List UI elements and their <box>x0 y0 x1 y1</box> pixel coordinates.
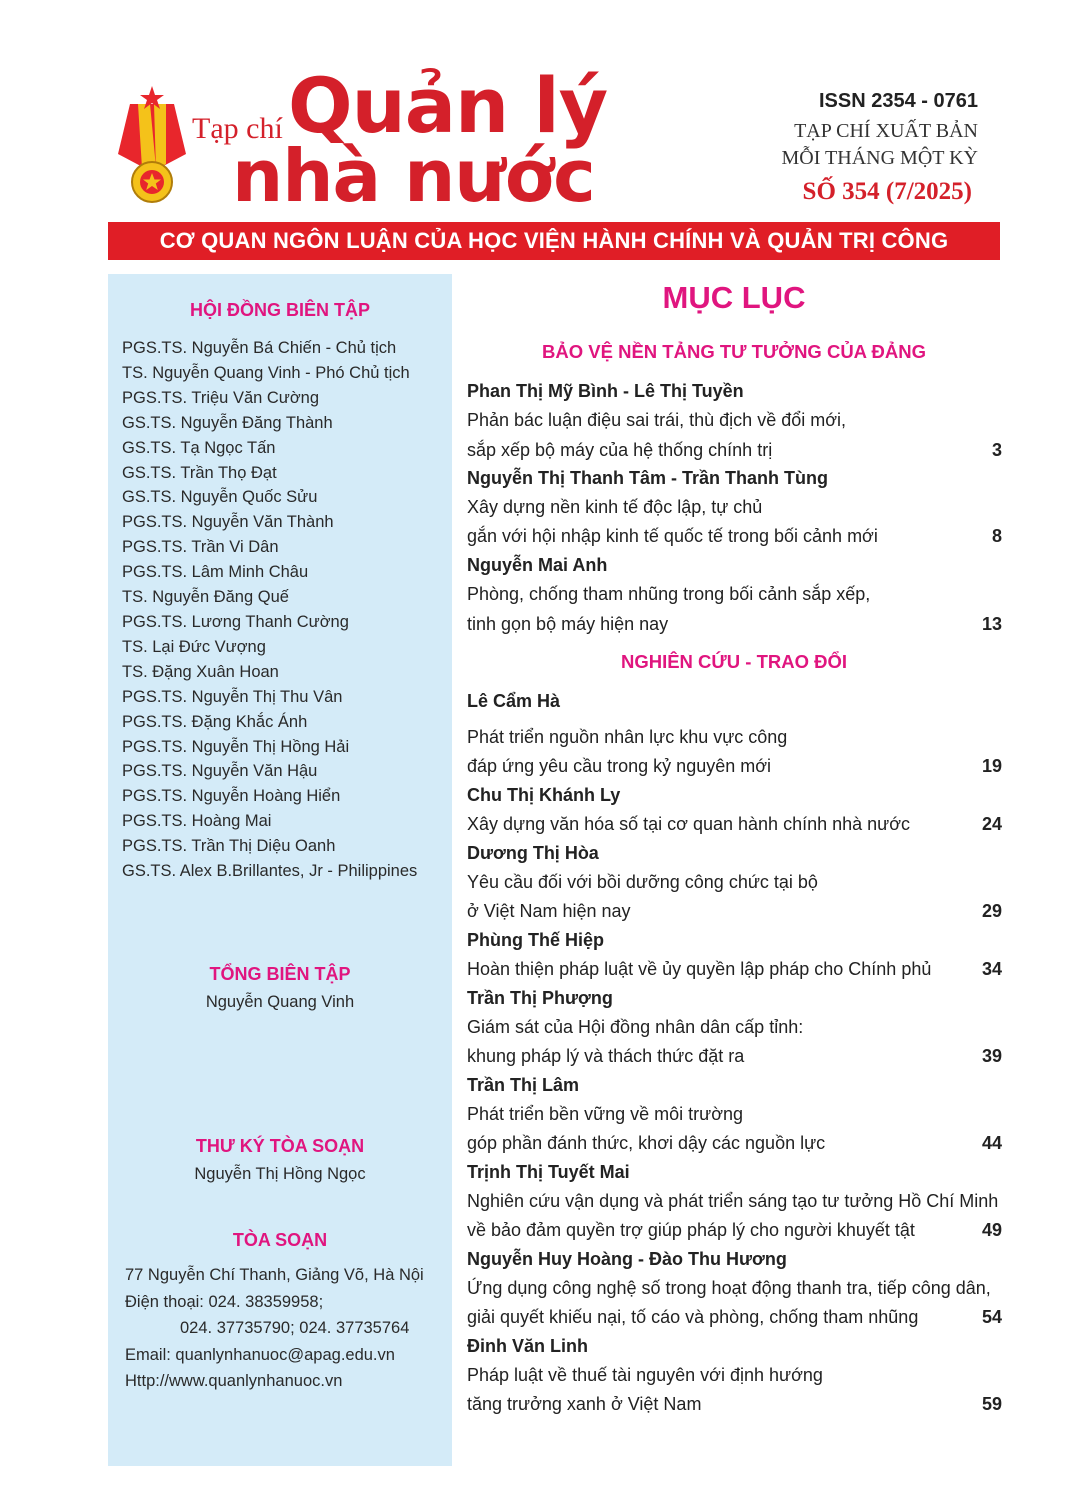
editor-in-chief-name: Nguyễn Quang Vinh <box>205 993 355 1011</box>
toc-entry-title: Phát triển nguồn nhân lực khu vực công <box>467 727 788 747</box>
toc-title: MỤC LỤC <box>662 280 806 315</box>
toc-entry-page: 44 <box>981 1133 1002 1153</box>
board-member: GS.TS. Nguyễn Quốc Sửu <box>122 488 318 507</box>
toc-entry-author: Phùng Thế Hiệp <box>467 930 604 950</box>
board-member: PGS.TS. Nguyễn Văn Thành <box>122 513 334 532</box>
board-heading: HỘI ĐỒNG BIÊN TẬP <box>189 300 370 320</box>
masthead-title-line2: nhà nước <box>232 134 595 218</box>
toc-entry-title: khung pháp lý và thách thức đặt ra <box>467 1046 745 1066</box>
toc-entry-page: 39 <box>981 1046 1002 1066</box>
toc-entry-title: Xây dựng văn hóa số tại cơ quan hành chính nhà nước <box>467 814 911 834</box>
secretary-name: Nguyễn Thị Hồng Ngọc <box>194 1165 366 1183</box>
office-email: Email: quanlynhanuoc@apag.edu.vn <box>125 1345 395 1364</box>
toc-entry-author: Nguyễn Mai Anh <box>467 555 608 575</box>
toc-entry-title: gắn với hội nhập kinh tế quốc tế trong bối cảnh mới <box>467 526 878 546</box>
board-member: PGS.TS. Nguyễn Thị Hồng Hải <box>122 737 350 756</box>
toc-entry-title: Yêu cầu đối với bồi dưỡng công chức tại bộ <box>467 872 818 892</box>
masthead-title-line1: Quản lý <box>288 61 608 150</box>
toc-entry-author: Trần Thị Lâm <box>467 1075 580 1095</box>
board-member: PGS.TS. Lương Thanh Cường <box>122 612 349 631</box>
office-address: 77 Nguyễn Chí Thanh, Giảng Võ, Hà Nội <box>125 1266 424 1284</box>
board-member: PGS.TS. Triệu Văn Cường <box>122 388 320 407</box>
toc-entry-author: Nguyễn Huy Hoàng - Đào Thu Hương <box>467 1249 787 1269</box>
office-phone: Điện thoại: 024. 38359958; <box>125 1292 324 1311</box>
secretary-heading: THƯ KÝ TÒA SOẠN <box>195 1136 365 1156</box>
toc-entry-author: Chu Thị Khánh Ly <box>467 785 621 805</box>
toc-entry-title: đáp ứng yêu cầu trong kỷ nguyên mới <box>467 756 772 776</box>
toc-entry-page: 24 <box>981 814 1002 834</box>
toc-entry-title: Ứng dụng công nghệ số trong hoạt động thanh tra, tiếp công dân, <box>467 1278 991 1298</box>
board-member: GS.TS. Tạ Ngọc Tấn <box>122 438 276 457</box>
toc-entry-title: Xây dựng nền kinh tế độc lập, tự chủ <box>467 497 763 517</box>
toc-entry-author: Đinh Văn Linh <box>467 1336 588 1356</box>
toc-entry-author: Dương Thị Hòa <box>467 843 599 863</box>
toc-entry-title: Hoàn thiện pháp luật về ủy quyền lập pháp cho Chính phủ <box>467 959 932 979</box>
toc-entry-title: Phòng, chống tham nhũng trong bối cảnh sắp xếp, <box>467 584 871 604</box>
editor-in-chief-heading: TỔNG BIÊN TẬP <box>209 964 351 984</box>
toc-entry-author: Trần Thị Phượng <box>467 988 613 1008</box>
toc-entry-title: Nghiên cứu vận dụng và phát triển sáng tạo tư tưởng Hồ Chí Minh <box>467 1191 999 1211</box>
board-member: TS. Nguyễn Quang Vinh - Phó Chủ tịch <box>122 363 410 382</box>
toc-entry-title: giải quyết khiếu nại, tố cáo và phòng, chống tham nhũng <box>467 1307 919 1327</box>
toc-entry-page: 59 <box>981 1394 1002 1414</box>
toc-entry-page: 34 <box>981 959 1002 979</box>
toc-section-heading: NGHIÊN CỨU - TRAO ĐỔI <box>620 651 848 672</box>
toc-entry-title: về bảo đảm quyền trợ giúp pháp lý cho người khuyết tật <box>467 1220 915 1240</box>
toc-entry-page: 49 <box>981 1220 1002 1240</box>
toc-entry-title: tăng trưởng xanh ở Việt Nam <box>467 1394 702 1414</box>
toc-entry-page: 3 <box>991 440 1002 460</box>
toc-entry-author: Trịnh Thị Tuyết Mai <box>467 1162 630 1182</box>
board-member-list <box>122 336 417 884</box>
board-member: PGS.TS. Nguyễn Văn Hậu <box>122 762 318 781</box>
toc-entry-page: 19 <box>981 756 1002 776</box>
toc-entry-title: tinh gọn bộ máy hiện nay <box>467 614 669 634</box>
toc-entry-title: sắp xếp bộ máy của hệ thống chính trị <box>467 440 773 460</box>
office-website: Http://www.quanlynhanuoc.vn <box>125 1372 343 1390</box>
masthead-prefix: Tạp chí <box>192 112 283 145</box>
board-member: TS. Nguyễn Đăng Quế <box>122 588 289 607</box>
toc-entry-page: 54 <box>981 1307 1002 1327</box>
board-member: PGS.TS. Hoàng Mai <box>122 812 272 831</box>
board-member: TS. Lại Đức Vượng <box>122 637 266 656</box>
toc-entry-author: Phan Thị Mỹ Bình - Lê Thị Tuyền <box>467 381 744 401</box>
office-heading: TÒA SOẠN <box>232 1230 328 1250</box>
board-member: PGS.TS. Đặng Khắc Ánh <box>122 712 308 731</box>
board-member: PGS.TS. Nguyễn Hoàng Hiển <box>122 787 341 806</box>
toc-entry-page: 8 <box>991 526 1002 546</box>
issn-label: ISSN 2354 - 0761 <box>819 90 978 112</box>
toc-entry-page: 13 <box>981 614 1002 634</box>
publication-frequency-line1: TẠP CHÍ XUẤT BẢN <box>794 120 978 142</box>
editorial-sidebar <box>108 274 452 1466</box>
toc-entry-title: Giám sát của Hội đồng nhân dân cấp tỉnh: <box>467 1017 804 1037</box>
toc-entry-author: Lê Cẩm Hà <box>467 691 561 711</box>
board-member: PGS.TS. Trần Thị Diệu Oanh <box>122 837 336 856</box>
issue-number: SỐ 354 (7/2025) <box>802 178 972 205</box>
office-info <box>125 1262 424 1395</box>
toc-entry-page: 29 <box>981 901 1002 921</box>
toc-section-heading: BẢO VỆ NỀN TẢNG TƯ TƯỞNG CỦA ĐẢNG <box>542 341 926 362</box>
office-phone-extra: 024. 37735790; 024. 37735764 <box>180 1319 410 1337</box>
board-member: PGS.TS. Nguyễn Bá Chiến - Chủ tịch <box>122 339 397 357</box>
board-member: GS.TS. Alex B.Brillantes, Jr - Philippines <box>122 862 418 881</box>
toc-entry-author: Nguyễn Thị Thanh Tâm - Trần Thanh Tùng <box>467 468 828 488</box>
board-member: PGS.TS. Trần Vi Dân <box>122 538 279 557</box>
publication-frequency-line2: MỖI THÁNG MỘT KỲ <box>781 147 978 169</box>
board-member: PGS.TS. Lâm Minh Châu <box>122 563 309 582</box>
toc-entry-title: ở Việt Nam hiện nay <box>467 901 631 921</box>
board-member: TS. Đặng Xuân Hoan <box>122 662 279 681</box>
toc-entry-title: Pháp luật về thuế tài nguyên với định hướng <box>467 1365 823 1385</box>
board-member: GS.TS. Trần Thọ Đạt <box>122 463 277 482</box>
board-member: GS.TS. Nguyễn Đăng Thành <box>122 413 333 432</box>
organization-banner: CƠ QUAN NGÔN LUẬN CỦA HỌC VIỆN HÀNH CHÍNH VÀ QUẢN TRỊ CÔNG <box>108 222 1000 260</box>
toc-entry-title: Phản bác luận điệu sai trái, thù địch về đổi mới, <box>467 410 847 430</box>
toc-entry-title: Phát triển bền vững về môi trường <box>467 1104 744 1124</box>
medal-emblem-icon <box>116 84 188 206</box>
board-member: PGS.TS. Nguyễn Thị Thu Vân <box>122 687 343 706</box>
toc-entry-title: góp phần đánh thức, khơi dậy các nguồn lực <box>467 1133 826 1153</box>
